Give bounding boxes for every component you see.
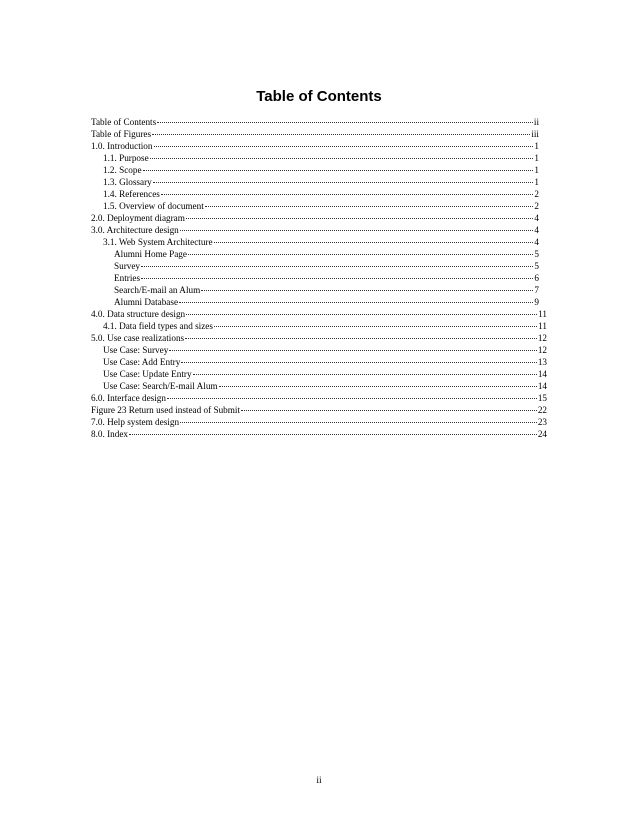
toc-entry-scope[interactable]	[91, 164, 539, 176]
toc-entry-page: ii	[533, 117, 539, 127]
toc-entry-label: 1.5. Overview of document	[103, 201, 204, 212]
dot-leader	[188, 254, 533, 255]
toc-entry-survey[interactable]	[91, 260, 539, 272]
toc-entry-entries[interactable]	[91, 272, 539, 284]
toc-entry-label: Use Case: Search/E-mail Alum	[103, 381, 218, 392]
toc-entry-page: 9	[534, 297, 539, 308]
dot-leader	[180, 230, 534, 231]
toc-entry-alumni-database[interactable]	[91, 296, 539, 308]
toc-entry-label: Search/E-mail an Alum	[114, 285, 201, 296]
toc-entry-label: Table of Figures	[91, 129, 152, 140]
toc-entry-data-field-types[interactable]	[91, 320, 547, 332]
toc-entry-label: Use Case: Add Entry	[103, 357, 181, 368]
toc-entry-label: Use Case: Update Entry	[103, 369, 192, 380]
toc-entry-page: iii	[531, 129, 539, 140]
dot-leader	[219, 386, 537, 387]
toc-entry-page: 13	[537, 357, 547, 368]
toc-entry-page: 1	[534, 177, 539, 188]
toc-entry-use-case-realizations[interactable]	[91, 332, 547, 344]
toc-entry-page: 5	[534, 249, 539, 260]
dot-leader	[179, 302, 533, 303]
toc-entry-page: 4	[534, 225, 539, 236]
toc-entry-page: 23	[537, 417, 547, 428]
toc-entry-label: Use Case: Survey	[103, 345, 169, 356]
toc-list	[91, 116, 547, 440]
toc-entry-page: 6	[534, 273, 539, 284]
dot-leader	[185, 338, 537, 339]
dot-leader	[152, 134, 530, 135]
toc-entry-page: 11	[538, 321, 547, 332]
dot-leader	[241, 410, 537, 411]
toc-entry-label: 4.0. Data structure design	[91, 309, 186, 320]
dot-leader	[157, 122, 533, 123]
toc-entry-table-of-figures[interactable]	[91, 128, 539, 140]
dot-leader	[193, 374, 537, 375]
dot-leader	[214, 326, 537, 327]
toc-entry-page: 4	[534, 237, 539, 248]
toc-entry-page: 11	[538, 309, 547, 320]
toc-entry-page: 4	[534, 213, 539, 224]
toc-entry-label: 8.0. Index	[91, 429, 128, 440]
toc-entry-label: 1.4. References	[103, 189, 160, 200]
dot-leader	[205, 206, 534, 207]
toc-entry-page: 7	[534, 285, 539, 296]
toc-entry-label: 2.0. Deployment diagram	[91, 213, 185, 224]
toc-entry-page: 14	[537, 369, 547, 380]
dot-leader	[169, 350, 536, 351]
toc-entry-label: 6.0. Interface design	[91, 393, 166, 404]
toc-entry-deployment-diagram[interactable]	[91, 212, 539, 224]
toc-entry-purpose[interactable]	[91, 152, 539, 164]
dot-leader	[141, 266, 533, 267]
page-number: ii	[316, 776, 322, 786]
toc-entry-label: 3.1. Web System Architecture	[103, 237, 213, 248]
dot-leader	[167, 398, 537, 399]
toc-entry-overview[interactable]	[91, 200, 539, 212]
toc-entry-page: 1	[534, 165, 539, 176]
toc-entry-table-of-contents[interactable]	[91, 116, 539, 128]
toc-entry-page: 24	[537, 429, 547, 440]
toc-entry-use-case-update-entry[interactable]	[91, 368, 547, 380]
toc-entry-glossary[interactable]	[91, 176, 539, 188]
toc-entry-references[interactable]	[91, 188, 539, 200]
toc-entry-search-email-alum[interactable]	[91, 284, 539, 296]
dot-leader	[186, 218, 534, 219]
toc-entry-page: 12	[537, 333, 547, 344]
dot-leader	[129, 434, 537, 435]
toc-entry-label: 5.0. Use case realizations	[91, 333, 185, 344]
toc-entry-data-structure-design[interactable]	[91, 308, 547, 320]
toc-entry-label: 1.2. Scope	[103, 165, 142, 176]
toc-entry-label: 1.0. Introduction	[91, 141, 153, 152]
toc-entry-label: Alumni Home Page	[114, 249, 187, 260]
toc-entry-alumni-home-page[interactable]	[91, 248, 539, 260]
toc-entry-use-case-add-entry[interactable]	[91, 356, 547, 368]
toc-entry-label: Entries	[114, 273, 141, 284]
toc-entry-label: 4.1. Data field types and sizes	[103, 321, 213, 332]
toc-entry-page: 15	[537, 393, 547, 404]
dot-leader	[143, 170, 534, 171]
toc-entry-figure-23[interactable]	[91, 404, 547, 416]
toc-entry-label: Figure 23 Return used instead of Submit	[91, 405, 241, 416]
dot-leader	[181, 362, 536, 363]
toc-entry-introduction[interactable]	[91, 140, 539, 152]
toc-entry-page: 1	[534, 141, 539, 152]
toc-entry-page: 2	[534, 201, 539, 212]
dot-leader	[214, 242, 534, 243]
toc-entry-index[interactable]	[91, 428, 547, 440]
toc-entry-label: 1.1. Purpose	[103, 153, 149, 164]
toc-entry-page: 5	[534, 261, 539, 272]
dot-leader	[161, 194, 534, 195]
dot-leader	[141, 278, 533, 279]
toc-entry-page: 1	[534, 153, 539, 164]
toc-entry-help-system-design[interactable]	[91, 416, 547, 428]
toc-entry-web-system-architecture[interactable]	[91, 236, 539, 248]
toc-entry-label: Alumni Database	[114, 297, 179, 308]
toc-title: Table of Contents	[256, 88, 382, 105]
toc-entry-label: Table of Contents	[91, 117, 157, 127]
dot-leader	[150, 158, 534, 159]
toc-entry-interface-design[interactable]	[91, 392, 547, 404]
toc-entry-page: 22	[537, 405, 547, 416]
toc-entry-page: 2	[534, 189, 539, 200]
toc-entry-label: Survey	[114, 261, 141, 272]
dot-leader	[153, 182, 534, 183]
dot-leader	[186, 314, 537, 315]
toc-entry-page: 14	[537, 381, 547, 392]
toc-entry-label: 1.3. Glossary	[103, 177, 152, 188]
dot-leader	[154, 146, 534, 147]
toc-entry-architecture-design[interactable]	[91, 224, 539, 236]
dot-leader	[201, 290, 533, 291]
toc-entry-use-case-survey[interactable]	[91, 344, 547, 356]
toc-entry-label: 7.0. Help system design	[91, 417, 180, 428]
toc-entry-page: 12	[537, 345, 547, 356]
toc-entry-label: 3.0. Architecture design	[91, 225, 179, 236]
toc-entry-use-case-search-email[interactable]	[91, 380, 547, 392]
dot-leader	[180, 422, 537, 423]
